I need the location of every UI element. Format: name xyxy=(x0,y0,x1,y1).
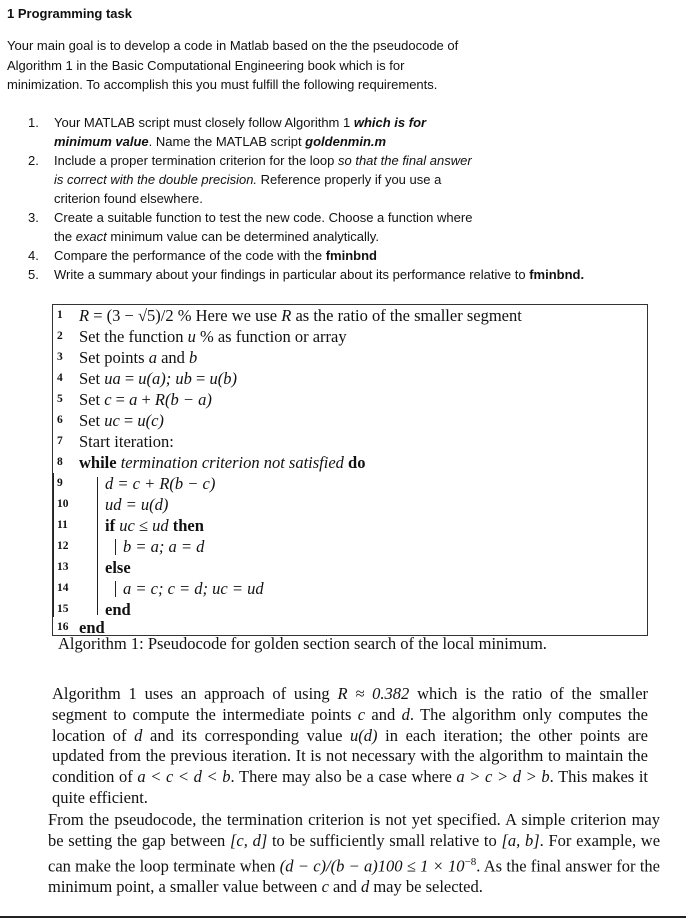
requirement-item xyxy=(28,151,648,208)
line-number: 10 xyxy=(57,498,69,510)
requirement-text: Write a summary about your findings in particular about its performance relative to fminbnd. xyxy=(54,267,585,282)
requirement-item xyxy=(28,208,648,246)
line-number: 8 xyxy=(57,456,63,468)
intro-paragraph: Your main goal is to develop a code in Matlab based on the the pseudocode of Algorithm 1 in the Basic Computational Engineering book which is for minimization. To accomplish this you must fulfill the following requirements. xyxy=(7,38,459,92)
body-paragraph-2: From the pseudocode, the termination criterion is not yet specified. A simple criterion may be setting the gap between [c, d] to be sufficiently small relative to [a, b]. For example, we can make the loop terminate when $(d - c)/(b - a)100 \le 1 \times 10^{-8}$. As the final answer for the minimum point, a smaller value between c and d may be selected. xyxy=(48,810,661,896)
if-block-bar xyxy=(115,539,116,555)
line-number: 14 xyxy=(57,582,69,594)
line-code: Start iteration: xyxy=(79,432,174,451)
requirements-list xyxy=(28,113,648,284)
line-code: a = c; c = d; uc = ud xyxy=(123,579,264,598)
line-code: if uc ≤ ud then xyxy=(105,516,204,535)
number-column-rule xyxy=(53,473,54,617)
requirement-number: 5. xyxy=(28,267,39,282)
line-code: Set c = a + R(b − a) xyxy=(79,390,212,409)
line-number: 12 xyxy=(57,540,69,552)
line-number: 4 xyxy=(57,372,63,384)
requirement-number: 3. xyxy=(28,210,39,225)
line-number: 11 xyxy=(57,519,68,531)
line-code: while termination criterion not satisfied do xyxy=(79,453,366,472)
requirement-number: 2. xyxy=(28,153,39,168)
line-code: d = c + R(b − c) xyxy=(105,474,216,493)
else-block-bar xyxy=(115,581,116,597)
line-code: R = (3 − √5)/2 % Here we use R as the ratio of the smaller segment xyxy=(79,306,522,325)
line-number: 1 xyxy=(57,309,63,321)
body-paragraph-1: Algorithm 1 uses an approach of using R ≈ 0.382 which is the ratio of the smaller segment to compute the intermediate points c and d. The algorithm only computes the location of d and its corresponding value u(d) in each iteration; the other points are updated from the previous iteration. It is not necessary with the algorithm to maintain the condition of a < c < d < b. There may also be a case where a > c > d > b. This makes it quite efficient. xyxy=(52,684,649,807)
algorithm-box xyxy=(52,304,648,636)
line-code: Set ua = u(a); ub = u(b) xyxy=(79,369,237,388)
line-number: 3 xyxy=(57,351,63,363)
line-code: else xyxy=(105,558,131,577)
requirement-item xyxy=(28,246,648,265)
requirement-item xyxy=(28,265,648,284)
line-code: Set points a and b xyxy=(79,348,198,367)
requirement-text: Create a suitable function to test the new code. Choose a function where the exact minimum value can be determined analytically. xyxy=(54,210,473,244)
while-block-bar xyxy=(97,477,98,615)
requirement-text: Include a proper termination criterion for the loop so that the final answer is correct with the double precision. Reference properly if you use a criterion found elsewhere. xyxy=(54,153,472,206)
line-number: 9 xyxy=(57,477,63,489)
requirement-text: Compare the performance of the code with the fminbnd xyxy=(54,248,377,263)
line-code: end xyxy=(79,618,105,637)
requirement-item xyxy=(28,113,648,151)
line-number: 15 xyxy=(57,603,69,615)
requirement-number: 1. xyxy=(28,115,39,130)
line-number: 16 xyxy=(57,621,69,633)
line-code: ud = u(d) xyxy=(105,495,169,514)
line-code: end xyxy=(105,600,131,619)
section-title: 1 Programming task xyxy=(7,6,132,21)
algorithm-caption: Algorithm 1: Pseudocode for golden section search of the local minimum. xyxy=(58,634,547,653)
line-code: Set the function u % as function or array xyxy=(79,327,347,346)
line-code: Set uc = u(c) xyxy=(79,411,164,430)
line-number: 5 xyxy=(57,393,63,405)
requirement-text: Your MATLAB script must closely follow Algorithm 1 which is for minimum value. Name the MATLAB script goldenmin.m xyxy=(54,115,427,149)
line-number: 2 xyxy=(57,330,63,342)
line-number: 7 xyxy=(57,435,63,447)
line-number: 13 xyxy=(57,561,69,573)
line-number: 6 xyxy=(57,414,63,426)
requirement-number: 4. xyxy=(28,248,39,263)
line-code: b = a; a = d xyxy=(123,537,205,556)
bottom-rule xyxy=(0,916,686,918)
